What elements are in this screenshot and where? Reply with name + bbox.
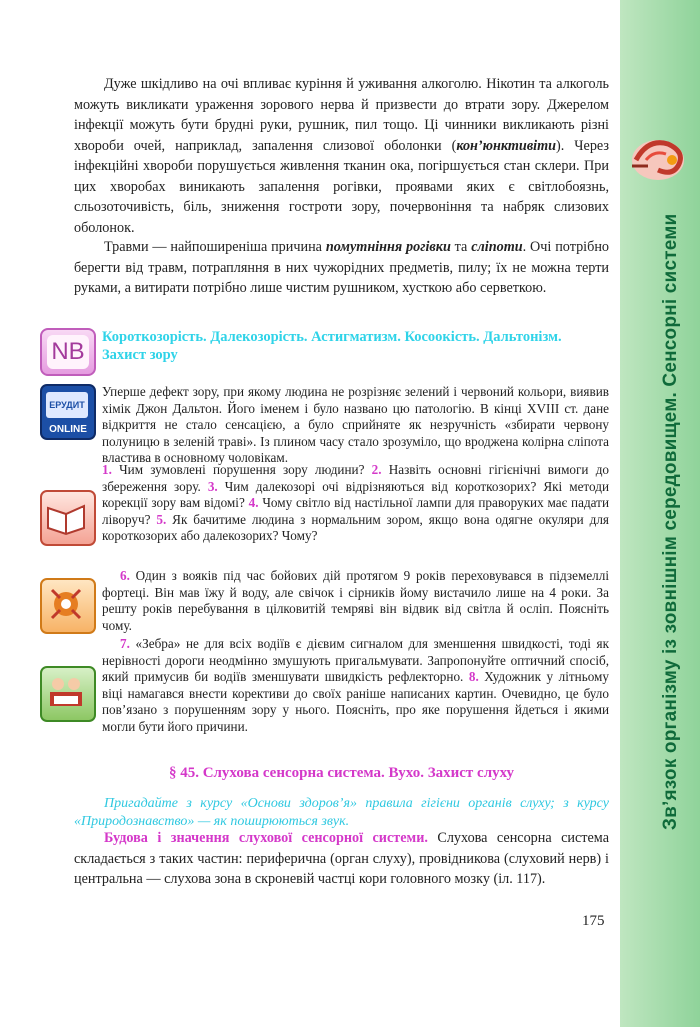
recall-prompt: Пригадайте з курсу «Основи здоров’я» правила гігієни органів слуху; з курсу «Природознавство» — як поширюються звук. bbox=[74, 796, 609, 829]
chapter-sidebar bbox=[620, 0, 700, 1027]
erudyt-text: Уперше дефект зору, при якому людина не розрізняє зелений і червоний кольори, виявив хімік Джон Дальтон. Його іменем і було названо цю патологію. В кінці XVIII ст. дане відкриття не стало сенсацією, а було сприйняте як незручність «збирати червону полуницю в зеленій траві». Із плином часу стало зрозуміло, що вроджена колірна сліпота властива в основному чоловікам. bbox=[102, 384, 609, 465]
erudyt-online-icon: ЕРУДИТ ONLINE bbox=[40, 384, 96, 440]
open-book-icon bbox=[40, 490, 96, 546]
nb-icon: NB bbox=[40, 328, 96, 376]
nb-key-terms: Короткозорість. Далекозорість. Астигматизм. Косоокість. Дальтонізм. Захист зору bbox=[102, 329, 562, 363]
questions-7-8: 7. «Зебра» не для всіх водіїв є дієвим сигналом для зменшення швидкості, тоді як нерівності дороги неодмінно змушують пригальмувати. Запропонуйте оптичний спосіб, який примусив би водіїв зменшувати швидкість рефлекторно. 8. Художник у літньому віці намагався внести корективи до своїх раніше написаних картин. Очевидно, це було пов’язано з порушенням зору у нього. Поясніть, про яке порушення йдеться і якими могли бути його причини. bbox=[102, 636, 609, 734]
gear-leaf-icon bbox=[40, 578, 96, 634]
paragraph-injuries: Травми — найпоширеніша причина помутніння рогівки та сліпоти. Очі потрібно берегти від травм, потрапляння в них чужорідних предметів, пилу; їх не можна терти руками, а витирати потрібно лише чистим рушником, хусткою або серветкою. bbox=[74, 239, 610, 296]
reading-children-icon bbox=[40, 666, 96, 722]
question-6: 6. Один з вояків під час бойових дій протягом 9 років переховувався в підземеллі фортеці. Він мав їжу й воду, але свічок і сірників йому вистачило лише на 4 роки. За решту років перебування в цілковитій темряві він відвик від світла й осліп. Поясніть чому. bbox=[102, 568, 609, 633]
chapter-title: Зв’язок організму із зовнішнім середовищем. Сенсорні системи bbox=[660, 213, 681, 830]
section-heading: § 45. Слухова сенсорна система. Вухо. Захист слуху bbox=[168, 765, 515, 781]
ear-icon bbox=[628, 130, 692, 188]
paragraph-eye-hazards: Дуже шкідливо на очі впливає куріння й уживання алкоголю. Нікотин та алкоголь можуть викликати ураження зорового нерва й призвести до втрати зору. Джерелом інфекції можуть бути брудні руки, рушник, пил тощо. Ці чинники викликають різні хвороби очей, наприклад, запалення слизової оболонки (кон’юнктивіти). Через інфекційні хвороби порушується живлення тканин ока, погіршується стан склери. При цих хворобах виникають запалення рогівки, проявами яких є світлобоязнь, сльозоточивість, біль, зниження гостроти зору, почервоніння та набряк слизових оболонок. bbox=[74, 76, 609, 236]
questions-1-5: 1. Чим зумовлені порушення зору людини? 2. Назвіть основні гігієнічні вимоги до збереження зору. 3. Чим далекозорі очі відрізняються від короткозорих? Які методи корекції зору вам відомі? 4. Чому світло від настільної лампи для праворуких має падати ліворуч? 5. Як бачитиме людина з нормальним зором, якщо вона одягне окуляри для короткозорих або далекозорих? Чому? bbox=[102, 462, 610, 543]
paragraph-auditory-system: Будова і значення слухової сенсорної системи. Слухова сенсорна система складається з таких частин: периферична (орган слуху), провідникова (слуховий нерв) і центральна — слухова зона в скроневій частці кори головного мозку (іл. 117). bbox=[74, 830, 609, 887]
page-number: 175 bbox=[582, 913, 605, 929]
